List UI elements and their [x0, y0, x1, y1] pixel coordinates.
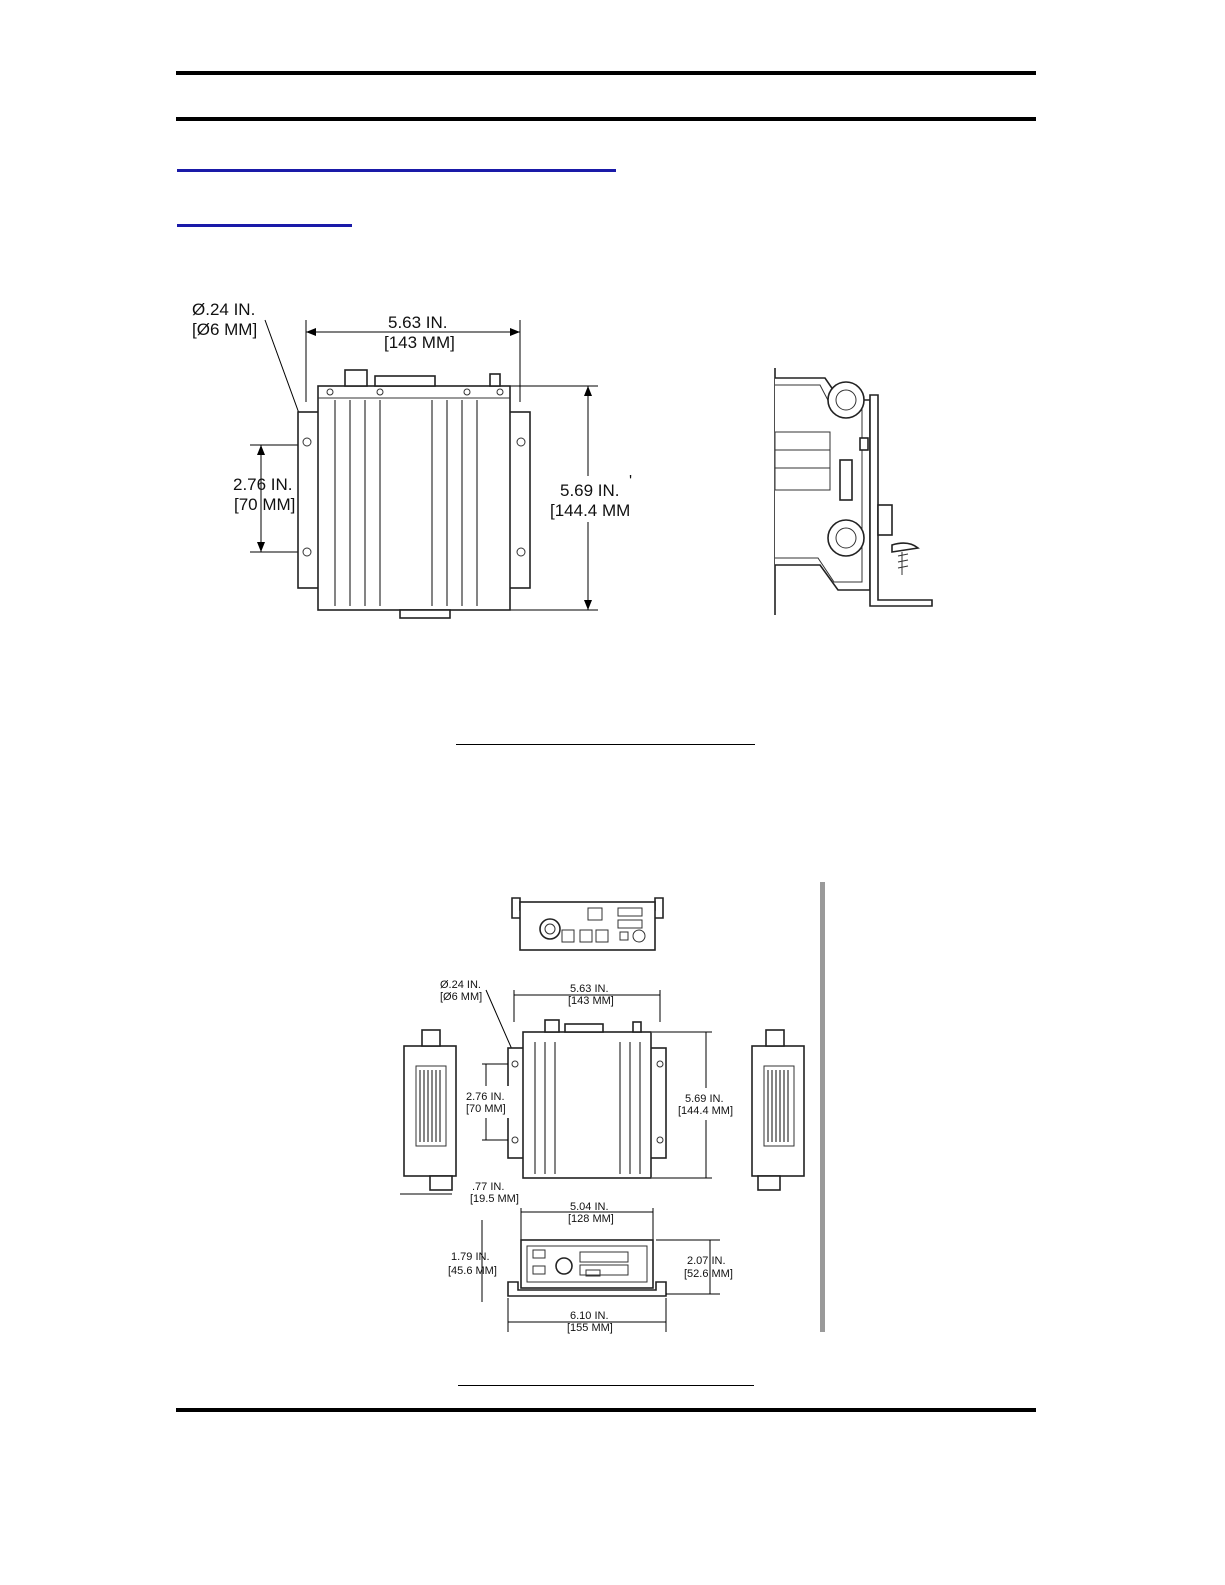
footer-rule	[176, 1408, 1036, 1412]
subsection-link-underline[interactable]	[177, 224, 352, 227]
width-mm-label-2: [143 MM]	[568, 995, 614, 1007]
width-in-label: 5.63 IN.	[388, 313, 448, 332]
device-body	[318, 386, 510, 610]
hole-diameter-label-2: Ø.24 IN.	[440, 979, 481, 991]
section-link-underline[interactable]	[177, 169, 616, 172]
front-height-mm-label: [45.6 MM]	[448, 1265, 497, 1277]
width-mm-label: [143 MM]	[384, 333, 455, 352]
height-mm-label: [144.4 MM	[550, 501, 631, 520]
hole-spacing-in-label-2: 2.76 IN.	[466, 1091, 505, 1103]
front-view	[508, 1240, 666, 1296]
hole-spacing-mm-label: [70 MM]	[234, 495, 296, 514]
side-offset-mm-label: [19.5 MM]	[470, 1193, 519, 1205]
hole-diameter-mm-label-2: [Ø6 MM]	[440, 991, 483, 1003]
bracket-width-mm-label: [155 MM]	[567, 1322, 613, 1334]
body-width-mm-label: [128 MM]	[568, 1213, 614, 1225]
hole-diameter-mm-label: [Ø6 MM]	[192, 320, 258, 339]
front-height-in-label: 1.79 IN.	[451, 1251, 490, 1263]
orthographic-views-figure	[390, 882, 830, 1337]
figure-2-side-bar	[820, 882, 825, 1332]
width-in-label-2: 5.63 IN.	[570, 983, 609, 995]
right-side-view	[752, 1030, 804, 1190]
height-mm-label-2: [144.4 MM]	[678, 1105, 734, 1117]
bracket-width-in-label: 6.10 IN.	[570, 1310, 609, 1322]
device-top-view	[298, 370, 530, 618]
bracket-height-mm-label: [52.6 MM]	[684, 1268, 733, 1280]
device-top-view-2	[508, 1020, 666, 1178]
side-offset-in-label: .77 IN.	[472, 1181, 505, 1193]
hole-spacing-in-label: 2.76 IN.	[233, 475, 293, 494]
mounting-dimension-figure	[170, 290, 970, 630]
stray-tick: '	[629, 473, 633, 490]
body-width-in-label: 5.04 IN.	[570, 1201, 609, 1213]
header-rule-bottom	[176, 117, 1036, 121]
hole-spacing-mm-label-2: [70 MM]	[466, 1103, 506, 1115]
rear-view	[512, 898, 663, 950]
hole-diameter-label: Ø.24 IN.	[192, 300, 256, 319]
bracket-height-in-label: 2.07 IN.	[687, 1255, 726, 1267]
left-side-view	[400, 1030, 456, 1194]
bracket-detail-view	[775, 368, 932, 615]
height-in-label-2: 5.69 IN.	[685, 1093, 724, 1105]
header-rule-top	[176, 71, 1036, 75]
height-in-label: 5.69 IN.	[560, 481, 620, 500]
figure-2-caption-rule	[458, 1385, 754, 1386]
figure-1-caption-rule	[456, 744, 755, 745]
